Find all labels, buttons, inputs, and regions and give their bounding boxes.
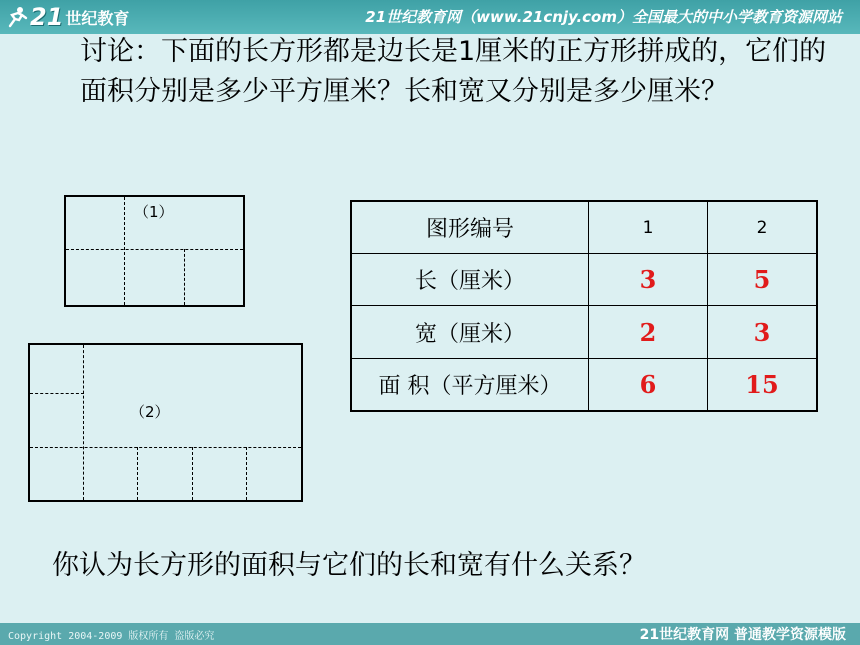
table-row: [351, 254, 817, 306]
area-value-2: 15: [708, 358, 818, 411]
conclusion-question: 你认为长方形的面积与它们的长和宽有什么关系？: [52, 550, 646, 581]
table-col-2: 2: [708, 201, 818, 254]
table-row: [351, 306, 817, 358]
row-label-area: 面 积（平方厘米）: [351, 358, 589, 411]
discussion-question: 讨论：下面的长方形都是边长是1厘米的正方形拼成的，它们的面积分别是多少平方厘米？长和宽又分别是多少厘米？: [80, 36, 827, 107]
answer-table: [350, 200, 818, 412]
row-label-width: 宽（厘米）: [351, 306, 589, 358]
logo-number: 21: [30, 3, 64, 31]
site-logo[interactable]: [6, 2, 129, 32]
width-value-2: 3: [708, 306, 818, 358]
grid-line: [192, 447, 193, 500]
logo-text: 世纪教育: [65, 8, 130, 28]
grid-line: [30, 393, 84, 394]
grid-line: [137, 447, 138, 500]
rectangle-figure-2: [28, 343, 303, 502]
grid-line: [124, 197, 125, 305]
footer-brand[interactable]: 21世纪教育网 普通教学资源模版: [639, 627, 846, 643]
figure-1-label: （1）: [134, 203, 174, 221]
grid-line: [30, 447, 301, 448]
grid-line: [246, 447, 247, 500]
rectangle-figure-1: [64, 195, 245, 307]
length-value-2: 5: [708, 254, 818, 306]
table-header-row: [351, 201, 817, 254]
runner-icon: [6, 6, 28, 28]
table-header-label: 图形编号: [351, 201, 589, 254]
area-value-1: 6: [589, 358, 708, 411]
grid-line: [184, 249, 185, 305]
figure-2-label: （2）: [130, 403, 170, 421]
grid-line: [66, 249, 243, 250]
grid-line: [83, 345, 84, 500]
length-value-1: 3: [589, 254, 708, 306]
footer-bar: [0, 623, 860, 645]
header-bar: [0, 0, 860, 34]
site-slogan: 21世纪教育网（www.21cnjy.com）全国最大的中小学教育资源网站: [365, 8, 842, 26]
width-value-1: 2: [589, 306, 708, 358]
table-col-1: 1: [589, 201, 708, 254]
table-row: [351, 358, 817, 411]
copyright-text: Copyright 2004-2009 版权所有 盗版必究: [8, 631, 215, 642]
row-label-length: 长（厘米）: [351, 254, 589, 306]
